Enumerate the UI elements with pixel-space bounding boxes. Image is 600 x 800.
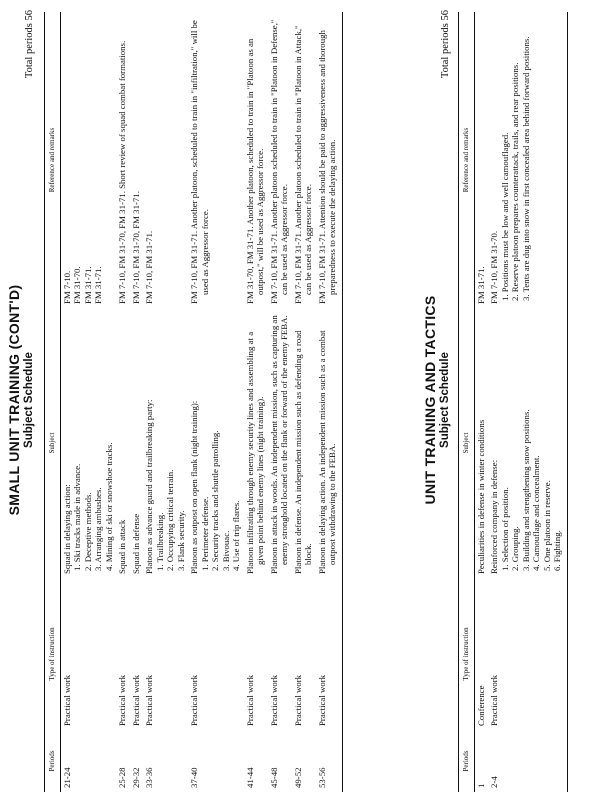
periods-cell (316, 730, 343, 792)
subject-text: Platoon as outpost on open flank (night training): (189, 400, 199, 574)
periods-cell (60, 730, 116, 792)
periods-cell (116, 730, 130, 792)
table-row (60, 12, 116, 792)
section-unit-training-tactics (420, 0, 600, 800)
periods-cell (488, 730, 567, 792)
type-cell (244, 578, 268, 730)
schedule-table (44, 12, 343, 792)
periods-value: 41-44 (244, 767, 255, 788)
subject-text: Platoon infiltrating through enemy security lines and assembling at a given point behind enemy lines (night training). (244, 331, 265, 574)
section-title: UNIT TRAINING AND TACTICS (422, 295, 438, 505)
reference-cell (268, 12, 292, 308)
instruction-type: Practical work (268, 674, 279, 726)
type-cell (60, 578, 116, 730)
reference-cell (60, 12, 116, 308)
reference-cell (143, 12, 188, 308)
subject-text: Platoon in defense. An independent mission such as defending a road block. (292, 330, 313, 574)
subject-text: Squad in defense (130, 513, 141, 574)
subject-cell (292, 308, 316, 578)
instruction-type: Conference (475, 685, 486, 726)
subject-cell (244, 308, 268, 578)
type-cell (143, 578, 188, 730)
table-row (268, 12, 292, 792)
reference-line: FM 31-71. (475, 266, 486, 304)
instruction-type: Practical work (61, 674, 72, 726)
subject-subitem: 1. Ski tracks made in advance. (72, 463, 82, 571)
periods-cell (268, 730, 292, 792)
subject-subitem: 2. Occupying critical terrain. (165, 469, 175, 571)
instruction-type: Practical work (144, 674, 154, 726)
schedule-table (458, 12, 568, 792)
reference-line: FM 31-71. (93, 266, 103, 304)
reference-line: FM 31-70, FM 31-71. Another platoon, scheduled to train in "Platoon as an outpost," will be used as Aggressor force. (244, 38, 265, 304)
table-row (292, 12, 316, 792)
reference-cell (116, 12, 130, 308)
subject-subitem: 3. Building and strengthening snow positions. (520, 409, 531, 571)
reference-cell (130, 12, 144, 308)
reference-line: FM 7-10, FM 31-71. Attention should be paid to aggressiveness and thorough preparedness to execute the delaying action. (316, 30, 337, 304)
subject-cell (116, 308, 130, 578)
header-type: Type of instruction (45, 578, 61, 730)
subject-cell (143, 308, 188, 578)
reference-line: FM 7-10. (61, 270, 72, 304)
periods-cell (143, 730, 188, 792)
periods-value: 53-56 (316, 767, 327, 788)
reference-cell (292, 12, 316, 308)
subject-text: Squad in attack (117, 519, 127, 574)
reference-line: 1. Positions must be low and well camouflaged. (499, 132, 510, 301)
instruction-type: Practical work (130, 674, 141, 726)
type-cell (488, 578, 567, 730)
type-cell (316, 578, 343, 730)
periods-value: 37-40 (189, 767, 199, 788)
section-title: SMALL UNIT TRAINING (CONT'D) (6, 284, 22, 516)
reference-cell (188, 12, 244, 308)
table-row (474, 12, 488, 792)
reference-cell (488, 12, 567, 308)
subject-subitem: 1. Selection of position. (499, 487, 510, 571)
table-row (143, 12, 188, 792)
header-periods: Periods (45, 730, 61, 792)
subject-cell (316, 308, 343, 578)
reference-line: FM 7-10, FM 31-70, FM 31-71. Short review of squad combat formations. (117, 40, 127, 304)
periods-value: 1 (475, 783, 486, 788)
subject-cell (488, 308, 567, 578)
reference-cell (316, 12, 343, 308)
reference-line: FM 7-10, FM 31-71. (144, 230, 154, 304)
header-subject: Subject (45, 308, 61, 578)
instruction-type: Practical work (292, 674, 303, 726)
reference-line: 2. Reserve platoon prepares counterattack, trails, and rear positions. (510, 62, 520, 301)
subject-cell (268, 308, 292, 578)
subject-subitem: 3. Bivouac. (220, 530, 231, 571)
subject-subitem: 3. Arranging ambushes. (93, 487, 103, 571)
subject-subitem: 4. Camouflage and concealment. (531, 455, 541, 571)
subject-subitem: 4. Use of trip flares. (231, 500, 241, 571)
subject-subitem: 5. One platoon in reserve. (541, 480, 552, 571)
periods-cell (130, 730, 144, 792)
total-periods: Total periods 56 (24, 10, 35, 79)
subject-subitem: 1. Trailbreaking. (154, 512, 165, 571)
periods-value: 25-28 (117, 767, 127, 788)
reference-line: 3. Tents are dug into snow in first concealed area behind forward positions. (520, 36, 531, 301)
subject-subitem: 6. Fighting. (552, 530, 562, 571)
subject-cell (188, 308, 244, 578)
subject-text: Platoon in attack in woods. An independent mission, such as capturing an enemy stronghold located on the flank or forward of the enemy FEBA. (268, 315, 289, 574)
periods-value: 45-48 (268, 767, 279, 788)
type-cell (188, 578, 244, 730)
reference-cell (244, 12, 268, 308)
subject-text: Platoon as advance guard and trailbreaking party: (144, 399, 154, 574)
table-row (316, 12, 343, 792)
periods-cell (292, 730, 316, 792)
reference-line: FM 7-10, FM 31-71. Another platoon scheduled to train in "Platoon in Defense," can be used as Aggressor force. (268, 19, 289, 304)
reference-line: FM 7-10, FM 31-71. Another platoon, scheduled to train in "infiltration," will be used as Aggressor force. (189, 20, 210, 304)
type-cell (292, 578, 316, 730)
periods-value: 49-52 (292, 767, 303, 788)
header-periods: Periods (459, 730, 475, 792)
subject-text: Platoon in delaying action. An independent mission such as a combat outpost withdrawing to the FEBA. (316, 330, 337, 574)
table-row (116, 12, 130, 792)
subject-subitem: 4. Mining of ski or snowshoe tracks. (103, 442, 114, 571)
table-row (130, 12, 144, 792)
reference-line: FM 31-70. (72, 266, 82, 304)
instruction-type: Practical work (244, 674, 255, 726)
subject-subitem: 2. Grouping. (510, 526, 520, 571)
type-cell (268, 578, 292, 730)
table-row (244, 12, 268, 792)
periods-cell (474, 730, 488, 792)
periods-cell (244, 730, 268, 792)
periods-value: 2-4 (489, 776, 499, 788)
subject-cell (130, 308, 144, 578)
type-cell (474, 578, 488, 730)
periods-value: 29-32 (130, 767, 141, 788)
section-subtitle: Subject Schedule (23, 352, 35, 448)
subject-text: Peculiarities in defense in winter conditions (475, 419, 486, 574)
table-row (188, 12, 244, 792)
reference-line: FM 7-10, FM 31-70. (489, 230, 499, 304)
reference-line: FM 7-10, FM 31-71. Another platoon scheduled to train in "Platoon in Attack," can be used as Aggressor force. (292, 25, 313, 304)
periods-value: 21-24 (61, 767, 72, 788)
total-periods: Total periods 56 (440, 10, 451, 79)
periods-cell (188, 730, 244, 792)
header-reference: Reference and remarks (45, 12, 61, 308)
instruction-type: Practical work (189, 674, 199, 726)
header-type: Type of instruction (459, 578, 475, 730)
reference-cell (474, 12, 488, 308)
periods-value: 33-36 (144, 767, 154, 788)
header-reference: Reference and remarks (459, 12, 475, 308)
type-cell (116, 578, 130, 730)
header-subject: Subject (459, 308, 475, 578)
reference-line: FM 31-71. (82, 266, 93, 304)
type-cell (130, 578, 144, 730)
subject-subitem: 1. Perimeter defense. (199, 496, 210, 571)
table-body (60, 12, 342, 792)
subject-subitem: 2. Security tracks and shuttle patrolling. (210, 430, 220, 571)
table-row (488, 12, 567, 792)
subject-cell (60, 308, 116, 578)
table-body (474, 12, 567, 792)
section-subtitle: Subject Schedule (439, 352, 451, 448)
subject-subitem: 3. Flank security. (175, 510, 186, 571)
instruction-type: Practical work (316, 674, 327, 726)
instruction-type: Practical work (489, 674, 499, 726)
subject-text: Reinforced company in defense: (489, 459, 499, 574)
reference-line: FM 7-10, FM 31-70, FM 31-71. (130, 191, 141, 304)
subject-text: Squad in delaying action: (61, 484, 72, 574)
instruction-type: Practical work (117, 674, 127, 726)
subject-cell (474, 308, 488, 578)
subject-subitem: 2. Deceptive methods. (82, 492, 93, 571)
